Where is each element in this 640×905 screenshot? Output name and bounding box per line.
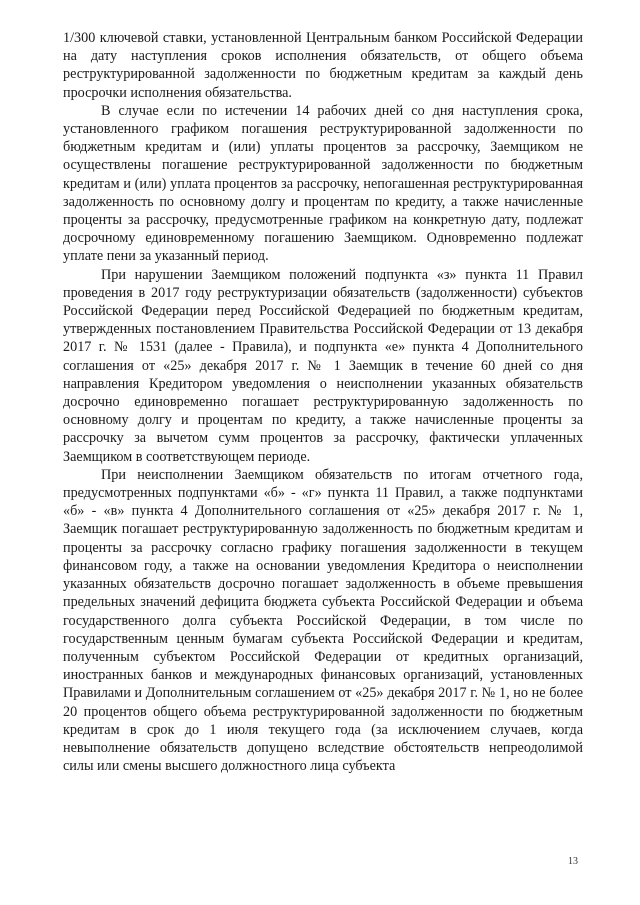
paragraph-continuation: 1/300 ключевой ставки, установленной Центральным банком Российской Федерации на дату наступления сроков исполнения обязательств, от общего объема реструктурированной задолженности по бюджетным кредитам за каждый день просрочки исполнения обязательства. <box>63 30 583 101</box>
page-number: 13 <box>568 856 578 867</box>
paragraph-non-fulfillment: При неисполнении Заемщиком обязательств по итогам отчетного года, предусмотренных подпунктами «б» - «г» пункта 11 Правил, а также подпунктами «б» - «в» пункта 4 Дополнительного соглашения от «25» декабря 2017 г. № 1, Заемщик погашает реструктурированную задолженность по бюджетным кредитам и проценты за рассрочку согласно графику погашения задолженности в текущем финансовом году, а также на основании уведомления Кредитора о неисполнении указанных обязательств досрочно погашает задолженность в объеме превышения предельных значений дефицита бюджета субъекта Российской Федерации и объема государственного долга субъекта Российской Федерации, в том числе по государственным ценным бумагам субъекта Российской Федерации и кредитам, полученным субъектом Российской Федерации от кредитных организаций, иностранных банков и международных финансовых организаций, установленных Правилами и Дополнительным соглашением от «25» декабря 2017 г. № 1, но не более 20 процентов общего объема реструктурированной задолженности по бюджетным кредитам в срок до 1 июля текущего года (за исключением случаев, когда невыполнение обязательств допущено вследствие обстоятельств непреодолимой силы или смены высшего должностного лица субъекта <box>63 466 583 775</box>
body-text <box>63 29 583 775</box>
paragraph-violation-subparagraph-z: При нарушении Заемщиком положений подпункта «з» пункта 11 Правил проведения в 2017 году реструктуризации обязательств (задолженности) субъектов Российской Федерации перед Российской Федерацией по бюджетным кредитам, утвержденных постановлением Правительства Российской Федерации от 13 декабря 2017 г. № 1531 (далее - Правила), и подпункта «е» пункта 4 Дополнительного соглашения от «25» декабря 2017 г. № 1 Заемщик в течение 60 дней со дня направления Кредитором уведомления о неисполнении указанных обязательств досрочно единовременно погашает реструктурированную задолженность по основному долгу и процентам по кредиту, а также начисленные проценты за рассрочку за вычетом сумм процентов за рассрочку, фактически уплаченных Заемщиком в соответствующем периоде. <box>63 266 583 465</box>
paragraph-overdue-repayment: В случае если по истечении 14 рабочих дней со дня наступления срока, установленного графиком погашения реструктурированной задолженности по бюджетным кредитам и (или) уплаты процентов за рассрочку, Заемщиком не осуществлены погашение реструктурированной задолженности по бюджетным кредитам и (или) уплата процентов за рассрочку, непогашенная реструктурированная задолженность по основному долгу и процентам по кредиту, а также начисленные проценты за рассрочку, предусмотренные графиком на конкретную дату, подлежат досрочному единовременному погашению Заемщиком. Одновременно подлежат уплате пени за указанный период. <box>63 102 583 265</box>
